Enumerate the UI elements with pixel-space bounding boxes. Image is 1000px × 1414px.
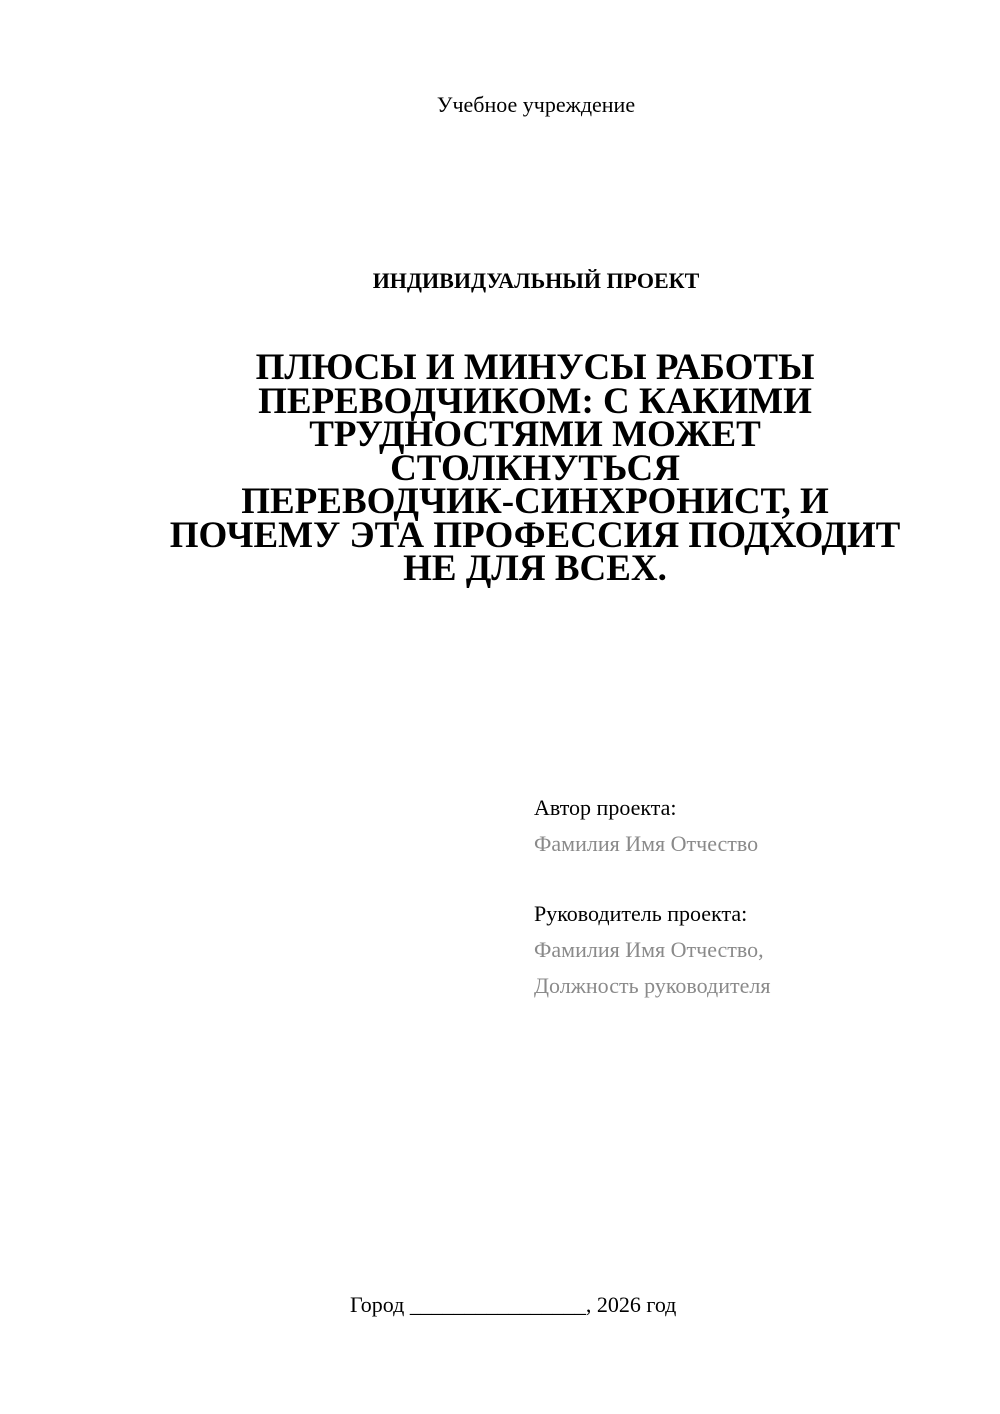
project-type-heading: ИНДИВИДУАЛЬНЫЙ ПРОЕКТ [372, 268, 700, 293]
supervisor-name: Фамилия Имя Отчество, [534, 937, 764, 962]
project-title-line: ПОЧЕМУ ЭТА ПРОФЕССИЯ ПОДХОДИТ [169, 514, 901, 556]
supervisor-position: Должность руководителя [534, 973, 771, 998]
supervisor-label: Руководитель проекта: [534, 901, 748, 926]
project-title-line: ПЕРЕВОДЧИК-СИНХРОНИСТ, И [241, 481, 829, 522]
project-title-line: ТРУДНОСТЯМИ МОЖЕТ [309, 414, 761, 455]
project-title [140, 347, 930, 589]
project-title-line: НЕ ДЛЯ ВСЕХ. [403, 548, 667, 589]
project-title-line: СТОЛКНУТЬСЯ [390, 447, 680, 489]
institution-name: Учебное учреждение [436, 92, 636, 117]
project-title-line: ПЕРЕВОДЧИКОМ: С КАКИМИ [258, 380, 812, 422]
credits-block [534, 790, 974, 1004]
project-title-line: ПЛЮСЫ И МИНУСЫ РАБОТЫ [255, 347, 815, 388]
city-year-footer: Город ________________, 2026 год [350, 1292, 677, 1317]
credits-spacer [534, 862, 974, 896]
author-name: Фамилия Имя Отчество [534, 831, 759, 856]
author-label: Автор проекта: [534, 795, 677, 820]
